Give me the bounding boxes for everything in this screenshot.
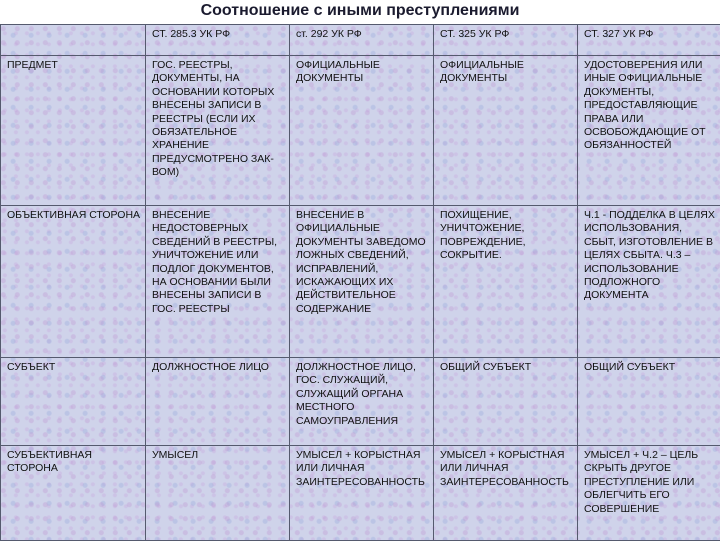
header-cell-empty <box>1 25 146 56</box>
table-cell: ГОС. РЕЕСТРЫ, ДОКУМЕНТЫ, НА ОСНОВАНИИ КОТОРЫХ ВНЕСЕНЫ ЗАПИСИ В РЕЕСТРЫ (ЕСЛИ ИХ ОБЯЗАТЕЛЬНОЕ ХРАНЕНИЕ ПРЕДУСМОТРЕНО ЗАК-ВОМ) <box>146 56 290 206</box>
table-row <box>1 56 720 206</box>
table-cell: ВНЕСЕНИЕ В ОФИЦИАЛЬНЫЕ ДОКУМЕНТЫ ЗАВЕДОМО ЛОЖНЫХ СВЕДЕНИЙ, ИСПРАВЛЕНИЙ, ИСКАЖАЮЩИХ ИХ ДЕЙСТВИТЕЛЬНОЕ СОДЕРЖАНИЕ <box>290 206 434 358</box>
comparison-table <box>0 24 720 541</box>
row-label-subjective-side: СУБЪЕКТИВНАЯ СТОРОНА <box>1 446 146 541</box>
table-row <box>1 206 720 358</box>
table-cell: ВНЕСЕНИЕ НЕДОСТОВЕРНЫХ СВЕДЕНИЙ В РЕЕСТРЫ, УНИЧТОЖЕНИЕ ИЛИ ПОДЛОГ ДОКУМЕНТОВ, НА ОСНОВАНИИ БЫЛИ ВНЕСЕНЫ ЗАПИСИ В ГОС. РЕЕСТРЫ <box>146 206 290 358</box>
table-cell: ДОЛЖНОСТНОЕ ЛИЦО <box>146 358 290 446</box>
header-cell-art-292: ст. 292 УК РФ <box>290 25 434 56</box>
row-label-subject: СУБЪЕКТ <box>1 358 146 446</box>
table-cell: УМЫСЕЛ + Ч.2 – ЦЕЛЬ СКРЫТЬ ДРУГОЕ ПРЕСТУПЛЕНИЕ ИЛИ ОБЛЕГЧИТЬ ЕГО СОВЕРШЕНИЕ <box>578 446 720 541</box>
header-cell-art-325: СТ. 325 УК РФ <box>434 25 578 56</box>
table-cell: ОФИЦИАЛЬНЫЕ ДОКУМЕНТЫ <box>290 56 434 206</box>
table-cell: ДОЛЖНОСТНОЕ ЛИЦО, ГОС. СЛУЖАЩИЙ, СЛУЖАЩИЙ ОРГАНА МЕСТНОГО САМОУПРАВЛЕНИЯ <box>290 358 434 446</box>
table-row <box>1 446 720 541</box>
table-cell: УМЫСЕЛ + КОРЫСТНАЯ ИЛИ ЛИЧНАЯ ЗАИНТЕРЕСОВАННОСТЬ <box>290 446 434 541</box>
table-header-row <box>1 25 720 56</box>
table-cell: ОБЩИЙ СУБЪЕКТ <box>434 358 578 446</box>
table-cell: УДОСТОВЕРЕНИЯ ИЛИ ИНЫЕ ОФИЦИАЛЬНЫЕ ДОКУМЕНТЫ, ПРЕДОСТАВЛЯЮЩИЕ ПРАВА ИЛИ ОСВОБОЖДАЮЩИЕ ОТ ОБЯЗАННОСТЕЙ <box>578 56 720 206</box>
row-label-objective-side: ОБЪЕКТИВНАЯ СТОРОНА <box>1 206 146 358</box>
table-cell: ПОХИЩЕНИЕ, УНИЧТОЖЕНИЕ, ПОВРЕЖДЕНИЕ, СОКРЫТИЕ. <box>434 206 578 358</box>
row-label-subject-matter: ПРЕДМЕТ <box>1 56 146 206</box>
page-title: Соотношение с иными преступлениями <box>0 0 720 24</box>
table-cell: УМЫСЕЛ <box>146 446 290 541</box>
table-cell: ОФИЦИАЛЬНЫЕ ДОКУМЕНТЫ <box>434 56 578 206</box>
header-cell-art-285-3: СТ. 285.3 УК РФ <box>146 25 290 56</box>
table-cell: ОБЩИЙ СУБЪЕКТ <box>578 358 720 446</box>
header-cell-art-327: СТ. 327 УК РФ <box>578 25 720 56</box>
table-row <box>1 358 720 446</box>
table-cell: Ч.1 - ПОДДЕЛКА В ЦЕЛЯХ ИСПОЛЬЗОВАНИЯ, СБЫТ, ИЗГОТОВЛЕНИЕ В ЦЕЛЯХ СБЫТА. Ч.3 – ИСПОЛЬЗОВАНИЕ ПОДЛОЖНОГО ДОКУМЕНТА <box>578 206 720 358</box>
table-cell: УМЫСЕЛ + КОРЫСТНАЯ ИЛИ ЛИЧНАЯ ЗАИНТЕРЕСОВАННОСТЬ <box>434 446 578 541</box>
